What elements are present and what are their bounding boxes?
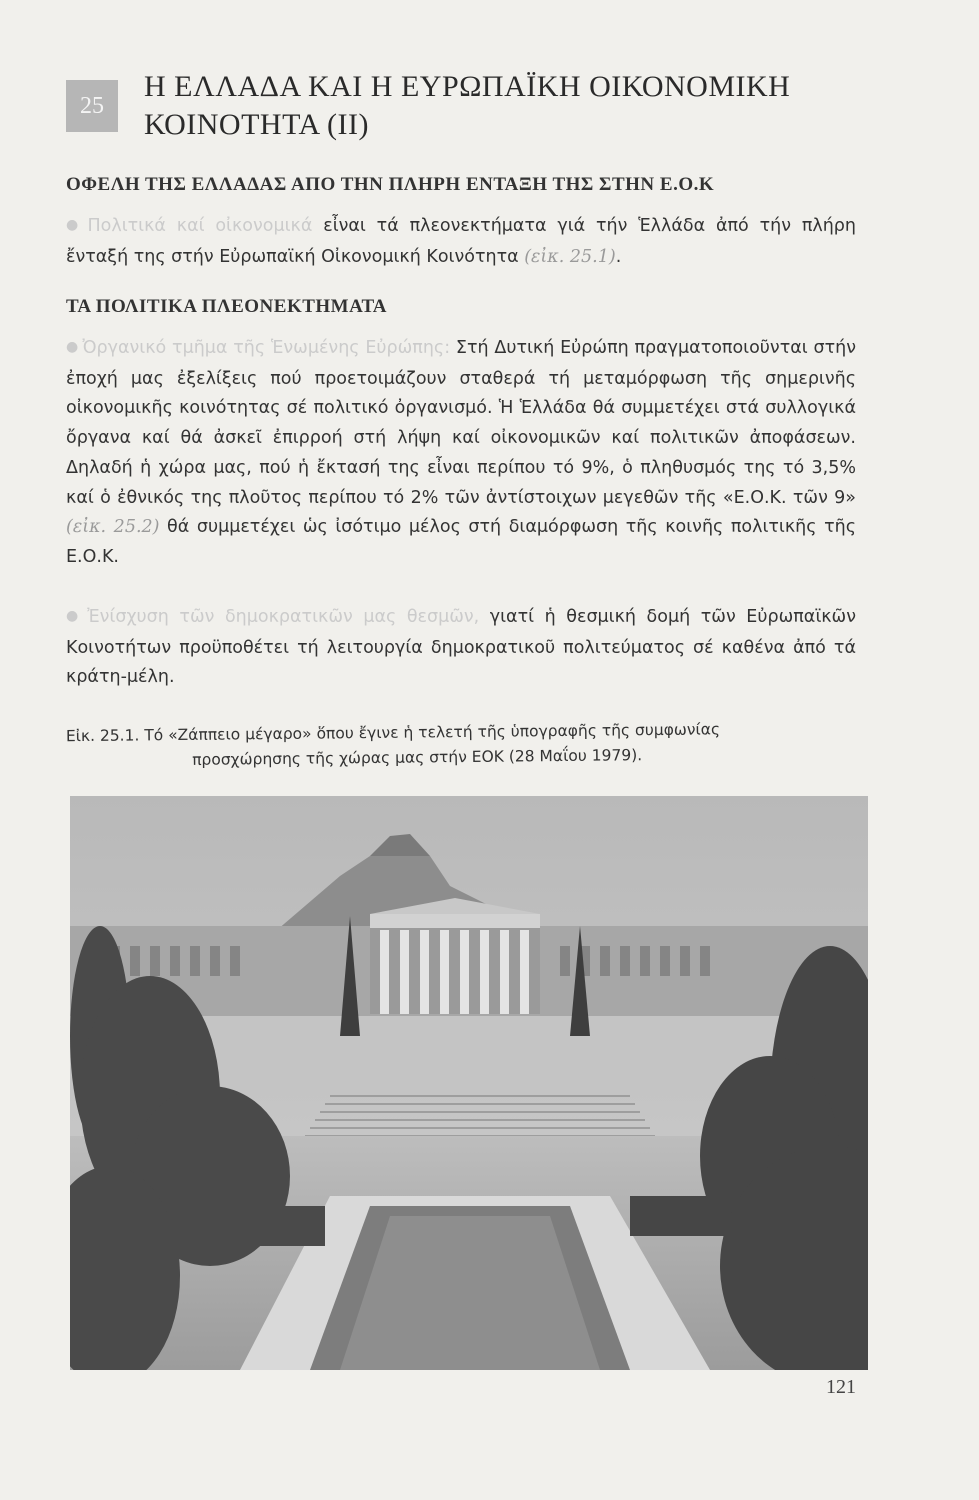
paragraph-text: γιατί ἡ θεσμική δομή τῶν Εὐρωπαϊκῶν Κοινοτήτων προϋποθέτει τή λειτουργία δημοκρατικοῦ πολιτεύματος σέ καθένα ἀπό τά κράτη-μέλη. xyxy=(66,607,856,688)
highlight-phrase: Ὀργανικό τμῆμα τῆς Ἑνωμένης Εὐρώπης: xyxy=(82,338,451,358)
page-number: 121 xyxy=(826,1376,856,1398)
chapter-title xyxy=(144,68,924,144)
chapter-number: 25 xyxy=(80,92,104,119)
bullet-icon: ● xyxy=(66,608,84,624)
chapter-title-line1: Η ΕΛΛΑΔΑ ΚΑΙ Η ΕΥΡΩΠΑΪΚΗ ΟΙΚΟΝΟΜΙΚΗ xyxy=(144,70,791,103)
paragraph-text: εἶναι τά πλεονεκτήματα γιά τήν Ἑλλάδα ἀπό τήν πλήρη ἔνταξή της στήν Εὐρωπαϊκή Οἰκονομική Κοινότητα xyxy=(66,216,856,267)
bullet-icon: ● xyxy=(66,217,84,233)
bullet-icon: ● xyxy=(66,339,79,355)
highlight-phrase: Ἐνίσχυση τῶν δημοκρατικῶν μας θεσμῶν, xyxy=(87,607,480,627)
chapter-title-line2: ΚΟΙΝΟΤΗΤΑ (ΙΙ) xyxy=(144,108,369,141)
paragraph-text: θά συμμετέχει ὡς ἰσότιμο μέλος στή διαμόρφωση τῆς κοινῆς πολιτικῆς τῆς Ε.Ο.Κ. xyxy=(66,517,856,567)
section-heading-political: ΤΑ ΠΟΛΙΤΙΚΑ ΠΛΕΟΝΕΚΤΗΜΑΤΑ xyxy=(66,296,388,317)
paragraph-text: Στή Δυτική Εὐρώπη πραγματοποιοῦνται στήν ἐποχή μας ἐξελίξεις πού προετοιμάζουν σταθερά τή μεταμόρφωση τῆς σημερινῆς οἰκονομικῆς κοινότητας σέ πολιτικό ὀργανισμό. Ἡ Ἑλλάδα θά συμμετέχει στά συλλογικά ὄργανα καί θά ἀσκεῖ ἐπιρροή στή λήψη καί οἰκονομικῶν καί πολιτικῶν ἀποφάσεων. Δηλαδή ἡ χώρα μας, πού ἡ ἔκτασή της εἶναι περίπου τό 9%, ὁ πληθυσμός της τό 3,5% καί ὁ ἐθνικός της πλοῦτος περίπου τό 2% τῶν ἀντίστοιχων μεγεθῶν τῆς «Ε.Ο.Κ. τῶν 9» xyxy=(66,338,856,508)
highlight-phrase: Πολιτικά καί οἰκονομικά xyxy=(87,216,313,236)
zappeion-photo-illustration xyxy=(70,796,868,1370)
caption-line1: Εἰκ. 25.1. Τό «Ζάππειο μέγαρο» ὅπου ἔγινε ἡ τελετή τῆς ὑπογραφῆς τῆς συμφωνίας xyxy=(65,720,721,746)
paragraph-benefits xyxy=(66,212,856,272)
figure-reference: (εἰκ. 25.2) xyxy=(66,517,160,538)
paragraph-democratic-institutions xyxy=(66,603,856,693)
zappeion-photo xyxy=(70,796,868,1370)
caption-line2: προσχώρησης τῆς χώρας μας στήν ΕΟΚ (28 Μαΐου 1979). xyxy=(192,746,643,769)
section-heading-benefits: ΟΦΕΛΗ ΤΗΣ ΕΛΛΑΔΑΣ ΑΠΟ ΤΗΝ ΠΛΗΡΗ ΕΝΤΑΞΗ ΤΗΣ ΣΤΗΝ Ε.Ο.Κ xyxy=(66,174,715,195)
paragraph-end: . xyxy=(615,246,622,267)
paragraph-organic-part xyxy=(66,334,856,573)
chapter-number-badge xyxy=(66,80,118,132)
figure-caption xyxy=(66,716,866,774)
figure-reference: (εἰκ. 25.1) xyxy=(524,246,616,267)
